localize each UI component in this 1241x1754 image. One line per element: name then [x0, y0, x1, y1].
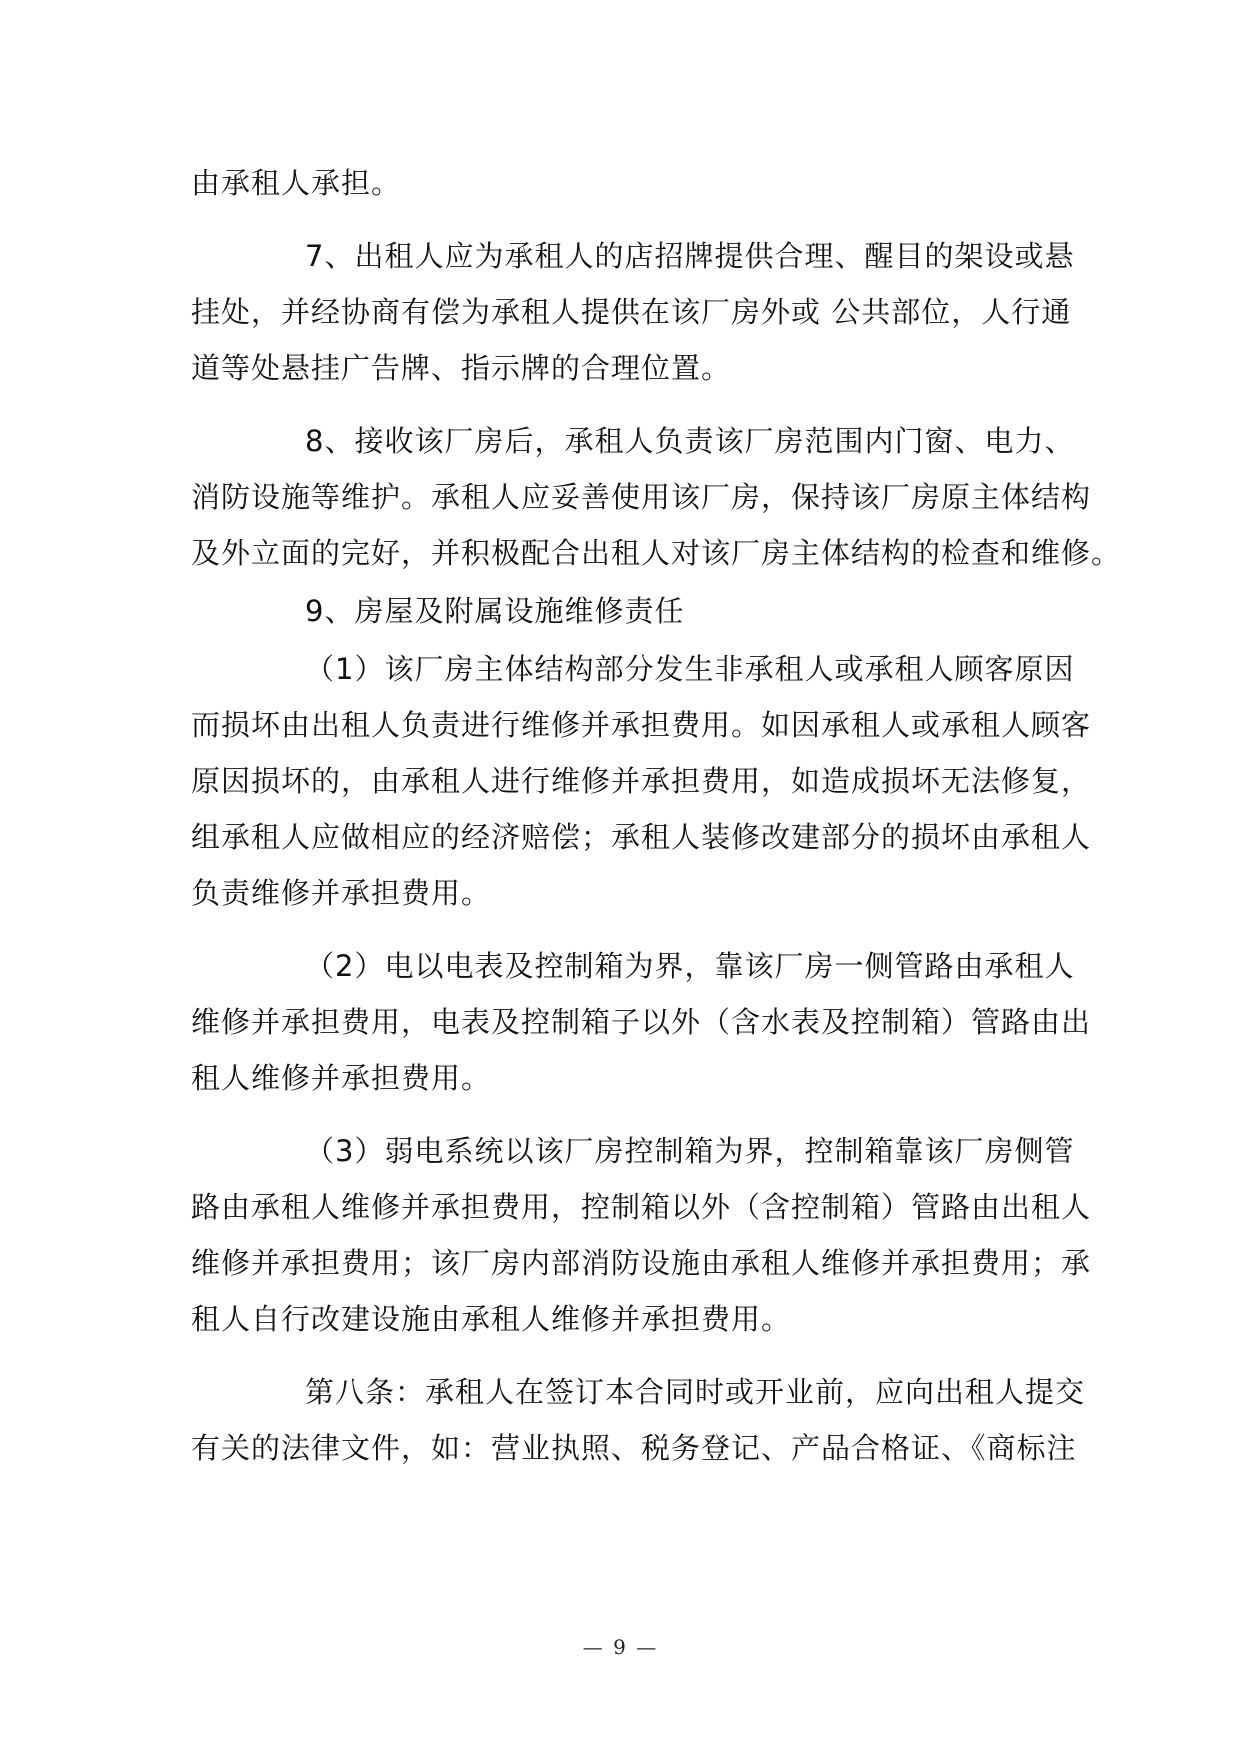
clause-9-heading: 9、房屋及附属设施维修责任 — [305, 594, 685, 628]
text-line: 而损坏由出租人负责进行维修并承担费用。如因承租人或承租人顾客 — [191, 708, 1092, 742]
text-line: 负责维修并承担费用。 — [191, 876, 492, 910]
text-line: 挂处，并经协商有偿为承租人提供在该厂房外或 公共部位，人行通 — [191, 295, 1072, 329]
subclause-3-line: （3）弱电系统以该厂房控制箱为界，控制箱靠该厂房侧管 — [305, 1134, 1075, 1168]
text-line: 有关的法律文件，如：营业执照、税务登记、产品合格证、《商标注 — [191, 1431, 1077, 1465]
text-line: 原因损坏的，由承租人进行维修并承担费用，如造成损坏无法修复， — [191, 764, 1092, 798]
text-line: 租人维修并承担费用。 — [191, 1061, 492, 1095]
page-number: — 9 — — [582, 1635, 659, 1659]
text-line: 租人自行改建设施由承租人维修并承担费用。 — [191, 1302, 792, 1336]
text-line: 及外立面的完好，并积极配合出租人对该厂房主体结构的检查和维修。 — [191, 536, 1122, 570]
text-line: 维修并承担费用；该厂房内部消防设施由承租人维修并承担费用；承 — [191, 1246, 1092, 1280]
text-line: 消防设施等维护。承租人应妥善使用该厂房，保持该厂房原主体结构 — [191, 480, 1092, 514]
text-line: 路由承租人维修并承担费用，控制箱以外（含控制箱）管路由出租人 — [191, 1190, 1092, 1224]
article-8-line: 第八条：承租人在签订本合同时或开业前，应向出租人提交 — [305, 1375, 1086, 1409]
text-line: 维修并承担费用，电表及控制箱子以外（含水表及控制箱）管路由出 — [191, 1005, 1092, 1039]
subclause-2-line: （2）电以电表及控制箱为界，靠该厂房一侧管路由承租人 — [305, 949, 1075, 983]
text-line: 由承租人承担。 — [191, 166, 402, 200]
text-line: 组承租人应做相应的经济赔偿；承租人装修改建部分的损坏由承租人 — [191, 820, 1092, 854]
text-line: 道等处悬挂广告牌、指示牌的合理位置。 — [191, 351, 732, 385]
clause-8-line: 8、接收该厂房后，承租人负责该厂房范围内门窗、电力、 — [305, 424, 1075, 458]
subclause-1-line: （1）该厂房主体结构部分发生非承租人或承租人顾客原因 — [305, 652, 1075, 686]
clause-7-line: 7、出租人应为承租人的店招牌提供合理、醒目的架设或悬 — [305, 239, 1075, 273]
